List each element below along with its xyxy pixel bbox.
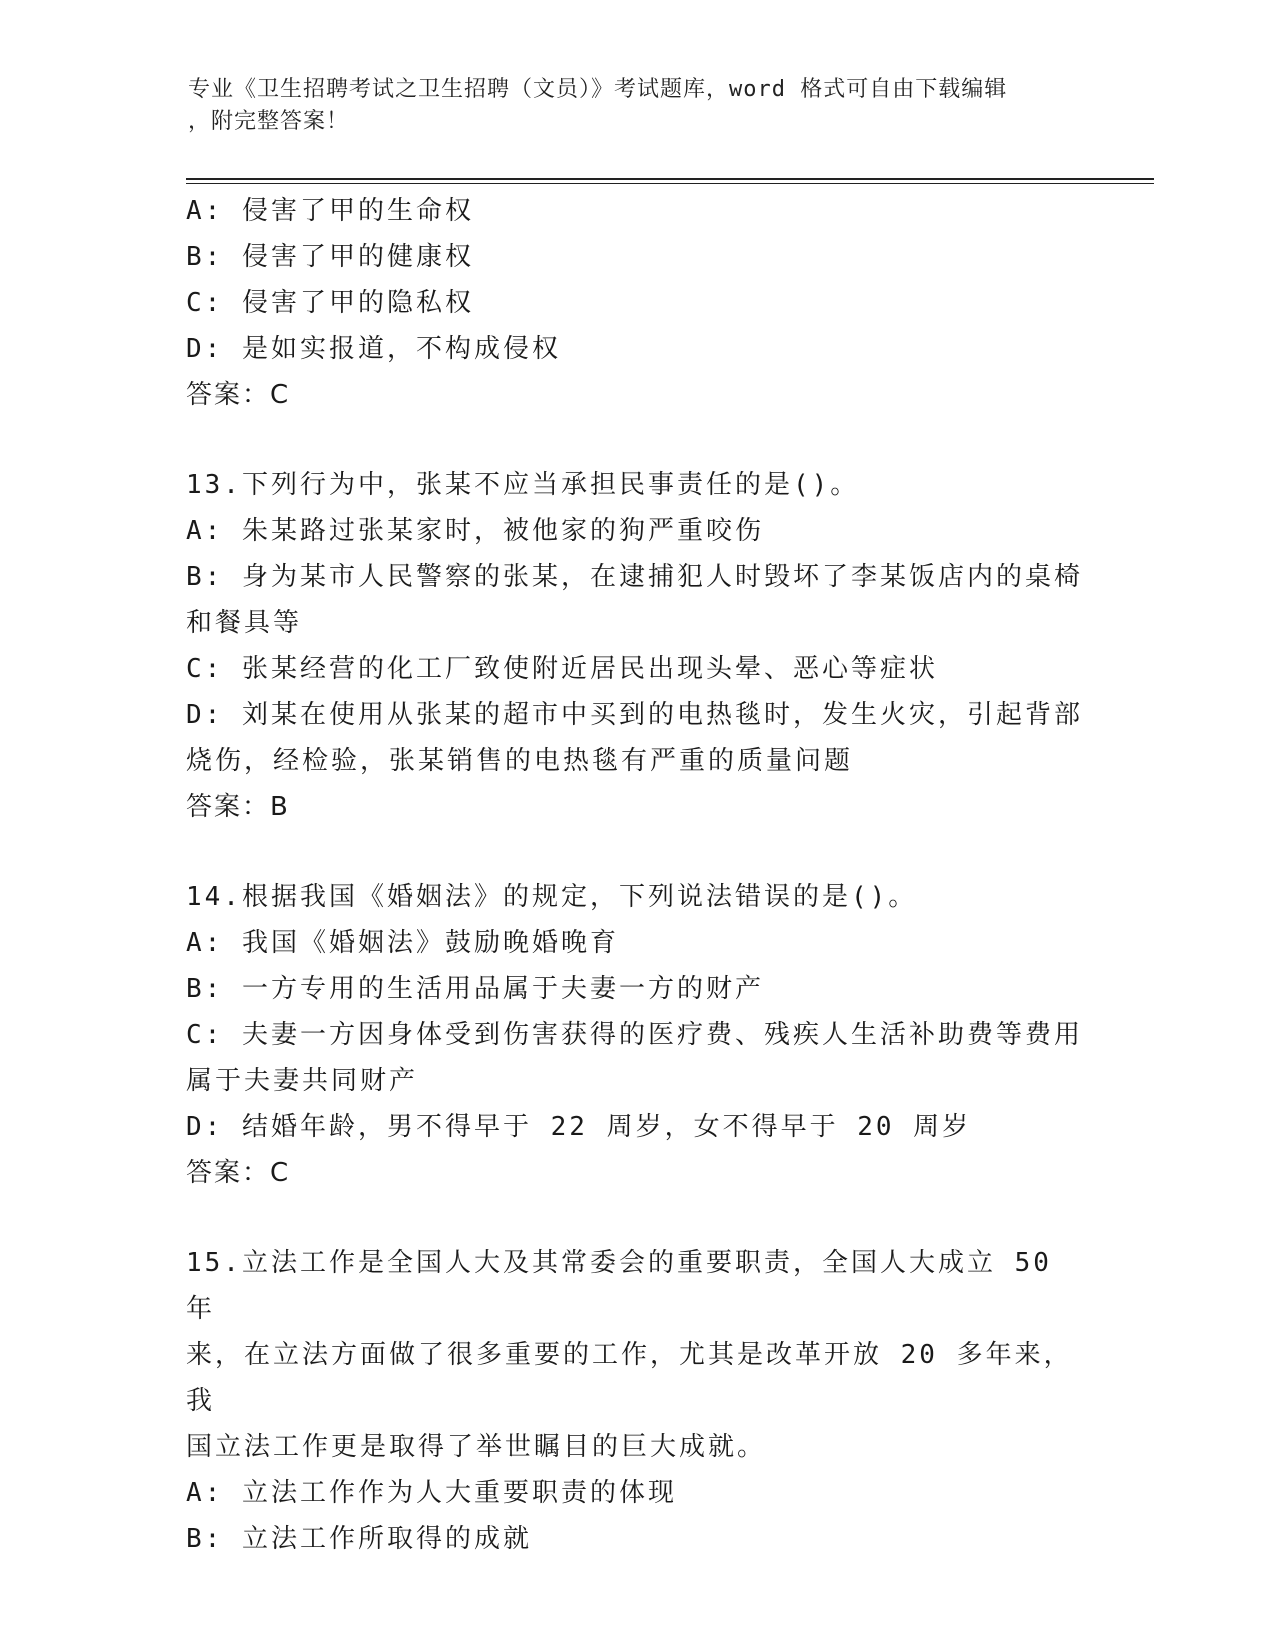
q12-option-b: B: 侵害了甲的健康权 [186, 242, 474, 272]
q14-option-b: B: 一方专用的生活用品属于夫妻一方的财产 [186, 974, 764, 1004]
q15-stem-line-1: 15.立法工作是全国人大及其常委会的重要职责，全国人大成立 50 年 [186, 1248, 1052, 1324]
spacer [186, 418, 1086, 462]
spacer [186, 1196, 1086, 1240]
q12-answer: 答案：C [186, 380, 291, 410]
header-divider-thin [186, 183, 1154, 184]
q14-stem: 14.根据我国《婚姻法》的规定，下列说法错误的是()。 [186, 882, 918, 912]
q13-option-c: C: 张某经营的化工厂致使附近居民出现头晕、恶心等症状 [186, 654, 938, 684]
question-12-block [186, 188, 1086, 418]
q13-stem: 13.下列行为中，张某不应当承担民事责任的是()。 [186, 470, 860, 500]
q14-option-d: D: 结婚年龄，男不得早于 22 周岁，女不得早于 20 周岁 [186, 1112, 972, 1142]
q12-option-a: A: 侵害了甲的生命权 [186, 196, 474, 226]
q12-option-d: D: 是如实报道，不构成侵权 [186, 334, 561, 364]
q14-answer: 答案：C [186, 1158, 291, 1188]
q13-answer: 答案：B [186, 792, 290, 822]
q13-option-d: D: 刘某在使用从张某的超市中买到的电热毯时，发生火灾，引起背部 [186, 700, 1083, 730]
q12-option-c: C: 侵害了甲的隐私权 [186, 288, 474, 318]
question-14-block [186, 874, 1086, 1196]
q13-option-b-cont: 和餐具等 [186, 608, 303, 638]
question-15-block [186, 1240, 1086, 1562]
document-body [186, 188, 1086, 1562]
question-13-block [186, 462, 1086, 830]
q14-option-c-cont: 属于夫妻共同财产 [186, 1066, 419, 1096]
header-line-2: ，附完整答案！ [188, 109, 350, 134]
q14-option-c: C: 夫妻一方因身体受到伤害获得的医疗费、残疾人生活补助费等费用 [186, 1020, 1083, 1050]
q13-option-b: B: 身为某市人民警察的张某，在逮捕犯人时毁坏了李某饭店内的桌椅 [186, 562, 1083, 592]
q15-option-b: B: 立法工作所取得的成就 [186, 1524, 532, 1554]
document-header [188, 74, 1068, 138]
q15-stem-line-3: 国立法工作更是取得了举世瞩目的巨大成就。 [186, 1432, 767, 1462]
q13-option-d-cont: 烧伤，经检验，张某销售的电热毯有严重的质量问题 [186, 746, 854, 776]
header-divider-thick [186, 178, 1154, 180]
spacer [186, 830, 1086, 874]
q14-option-a: A: 我国《婚姻法》鼓励晚婚晚育 [186, 928, 619, 958]
q15-option-a: A: 立法工作作为人大重要职责的体现 [186, 1478, 677, 1508]
header-line-1: 专业《卫生招聘考试之卫生招聘（文员）》考试题库，word 格式可自由下载编辑 [188, 77, 1008, 102]
q15-stem-line-2: 来，在立法方面做了很多重要的工作，尤其是改革开放 20 多年来，我 [186, 1340, 1073, 1416]
q13-option-a: A: 朱某路过张某家时，被他家的狗严重咬伤 [186, 516, 764, 546]
